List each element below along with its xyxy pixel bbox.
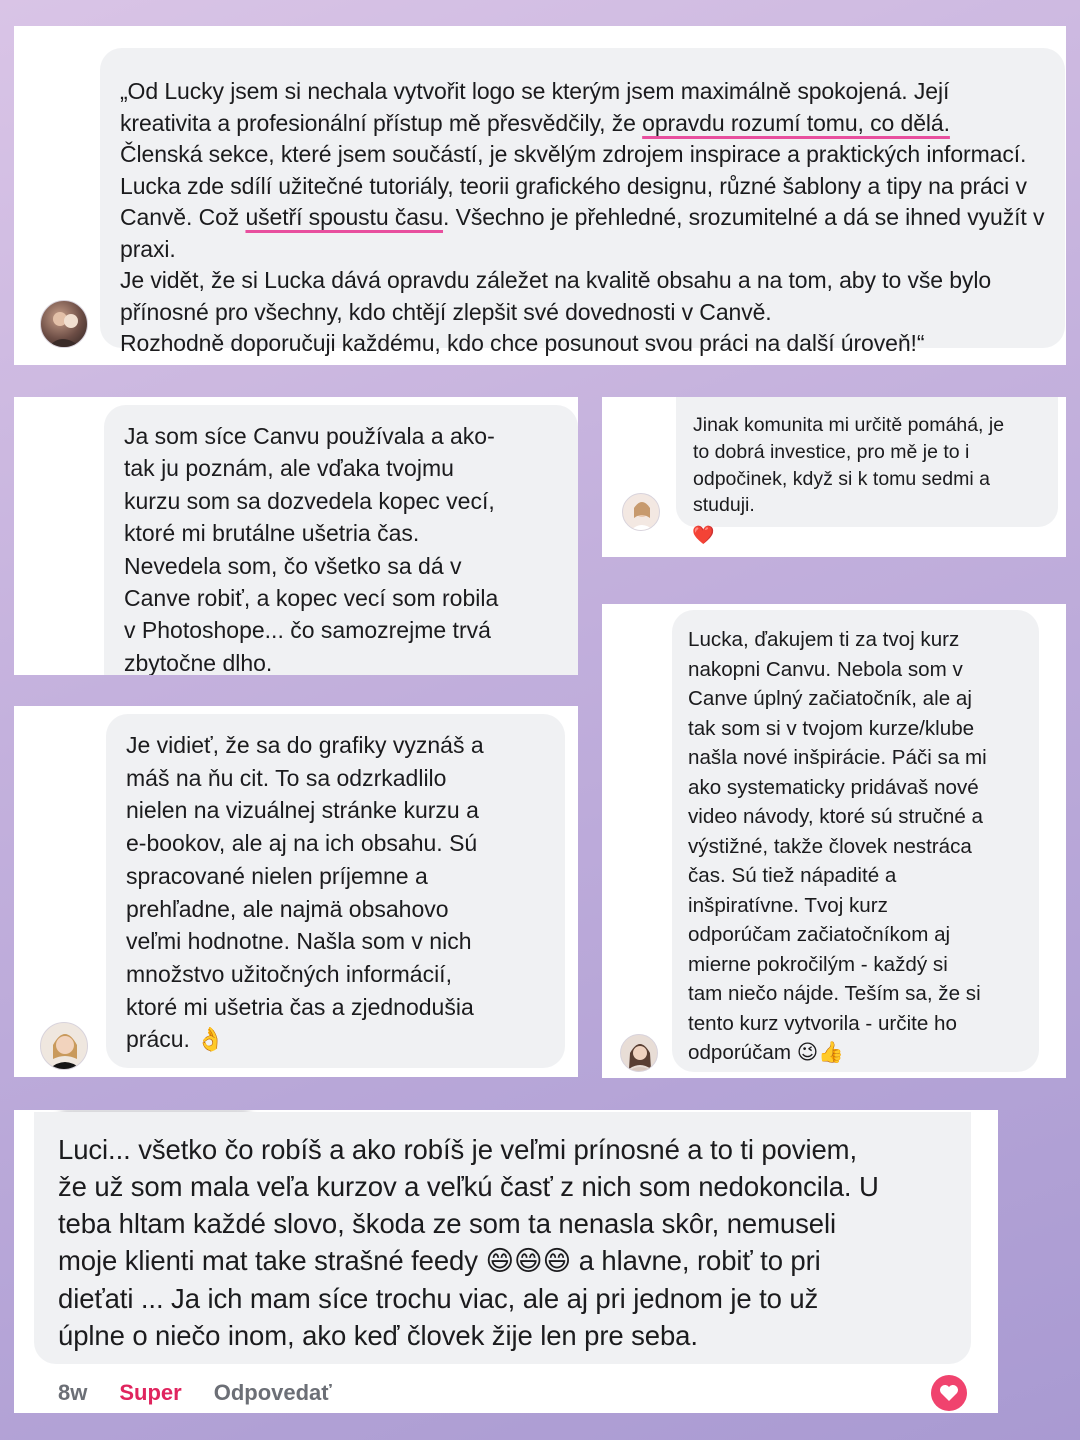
comment-actions: [58, 1380, 332, 1406]
heart-reaction-icon[interactable]: [931, 1375, 967, 1411]
comment-text-part: Členská sekce, které jsem součástí, je skvělým zdrojem inspirace a praktických informací. Lucka zde sdílí užitečné tutoriály, teorii grafického designu, různé šablony a tipy na práci v Canvě. Což: [120, 141, 1027, 230]
comment-text: Ja som síce Canvu používala a ako- tak ju poznám, ale vďaka tvojmu kurzu som sa dozvedela kopec vecí, ktoré mi brutálne ušetria čas. Nevedela som, čo všetko sa dá v Canve robiť, a kopec vecí som robila v Photoshope... čo samozrejme trvá zbytočne dlho.: [124, 423, 499, 675]
heart-icon: [939, 1384, 959, 1402]
comment-time: 8w: [58, 1380, 88, 1405]
super-reaction-button[interactable]: Super: [119, 1380, 182, 1405]
comment-text: [58, 1131, 961, 1355]
commenter-avatar[interactable]: [622, 493, 660, 531]
testimonial-card-1: [14, 26, 1066, 365]
comment-bubble: [106, 714, 565, 1068]
testimonial-card-3: [602, 397, 1066, 557]
highlighted-phrase: ušetří spoustu času: [245, 204, 444, 230]
commenter-avatar[interactable]: [40, 1022, 88, 1070]
comment-text-part: „Od Lucky jsem si nechala vytvořit logo se kterým jsem maximálně spokojená. Její kreativita a profesionální přístup mě přesvědčily, že: [120, 78, 950, 136]
wink-thumbs-up-icon: 😉👍: [796, 1040, 844, 1064]
comment-bubble: [100, 48, 1065, 356]
comment-bubble: [672, 610, 1039, 1072]
comment-text-part: a hlavne, robiť to pri dieťati ... Ja ich mam síce trochu viac, ale aj pri jednom je to už úplne o niečo inom, ako keď človek žije len pre seba.: [58, 1245, 821, 1352]
comment-text: [688, 625, 1031, 1068]
comment-text-part: . Všechno je přehledné, srozumitelné a dá se ihned využít v praxi. Je vidět, že si Lucka dává opravdu záležet na kvalitě obsahu a na tom, aby to vše bylo přínosné pro všechny, kdo chtějí zlepšit své dovednosti v Canvě. Rozhodně doporučuji každému, kdo chce posunout svou práci na další úroveň!“: [120, 204, 1045, 356]
comment-text: [120, 76, 1045, 360]
testimonial-card-2: [14, 397, 578, 675]
comment-text: [126, 729, 555, 1057]
profile-photo-icon: [621, 1035, 658, 1072]
grinning-face-icon: 😄😄😄: [485, 1245, 572, 1278]
profile-photo-icon: [41, 301, 88, 348]
testimonial-card-4: [14, 706, 578, 1077]
testimonial-card-6: [14, 1110, 998, 1413]
comment-text-part: Luci... všetko čo robíš a ako robíš je veľmi prínosné a to ti poviem, že už som mala veľa kurzov a veľkú časť z nich som nedokoncila. U teba hltam každé slovo, škoda ze som ta nenasla skôr, nemuseli moje klienti mat take strašné feedy: [58, 1134, 879, 1277]
testimonial-card-5: [602, 604, 1066, 1078]
profile-photo-icon: [41, 1023, 88, 1070]
ok-hand-icon: 👌: [196, 1027, 225, 1054]
comment-bubble: [34, 1112, 971, 1364]
highlighted-phrase: opravdu rozumí tomu, co dělá.: [642, 109, 950, 136]
reply-button[interactable]: Odpovedať: [213, 1380, 332, 1405]
comment-text-part: Je vidieť, že sa do grafiky vyznáš a máš na ňu cit. To sa odzrkadlilo nielen na vizuálnej stránke kurzu a e-bookov, ale aj na ich obsahu. Sú spracované nielen príjemne a prehľadne, ale najmä obsahovo veľmi hodnotne. Našla som v nich množstvo užitočných informácií, ktoré mi ušetria čas a zjednodušia prácu.: [126, 732, 484, 1053]
commenter-avatar[interactable]: [40, 300, 88, 348]
comment-bubble: [676, 397, 1058, 527]
comment-bubble: [104, 405, 578, 675]
profile-photo-icon: [623, 494, 660, 531]
comment-text: Jinak komunita mi určitě pomáhá, je to dobrá investice, pro mě je to i odpočinek, když si k tomu sedmi a studuji.: [693, 414, 1005, 517]
comment-text-part: Lucka, ďakujem ti za tvoj kurz nakopni Canvu. Nebola som v Canve úplný začiatočník, ale aj tak som si v tvojom kurze/klube našla nové inšpirácie. Páči sa mi ako systematicky pridávaš nové video návody, ktoré sú stručné a výstižné, takže človek nestráca čas. Sú tiež nápadité a inšpiratívne. Tvoj kurz odporúčam začiatočníkom aj mierne pokročilým - každý si tam niečo nájde. Teším sa, že si tento kurz vytvorila - určite ho odporúčam: [688, 628, 987, 1064]
commenter-avatar[interactable]: [620, 1034, 658, 1072]
heart-reaction-icon[interactable]: ❤️: [692, 525, 715, 546]
